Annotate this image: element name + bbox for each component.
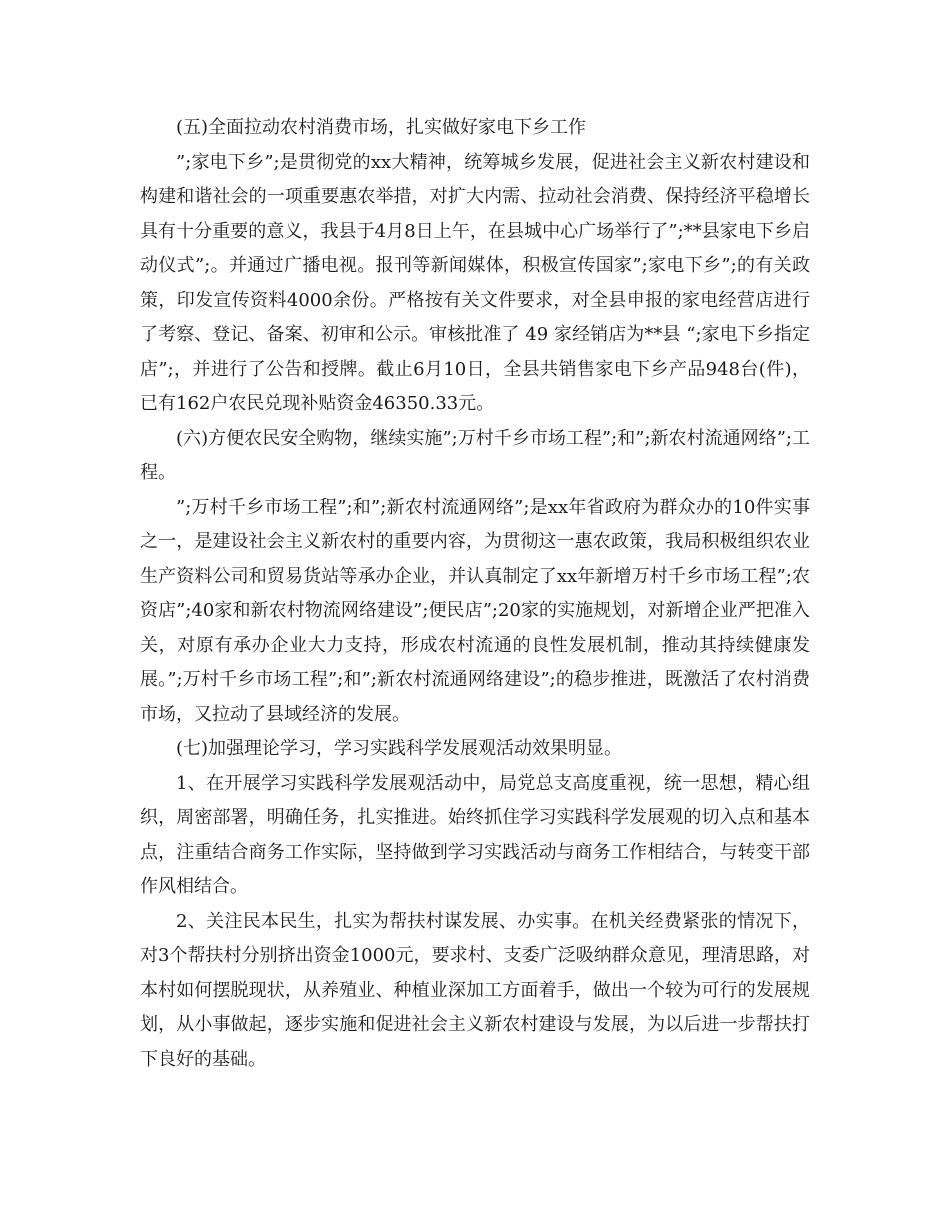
paragraph-market-project: ”;万村千乡市场工程”;和”;新农村流通网络”;是xx年省政府为群众办的10件实事之一，是建设社会主义新农村的重要内容，为贯彻这一惠农政策，我局积极组织农业生产资料公司和贸易货站等承办企业，并认真制定了xx年新增万村千乡市场工程”;农资店”;40家和新农村物流网络建设”;便民店”;20家的实施规划，对新增企业严把准入关，对原有承办企业大力支持，形成农村流通的良性发展机制，推动其持续健康发展。”;万村千乡市场工程”;和”;新农村流通网络建设”;的稳步推进，既激活了农村消费市场，又拉动了县域经济的发展。: [140, 496, 810, 725]
section-heading-5: (五)全面拉动农村消费市场，扎实做好家电下乡工作: [176, 117, 587, 138]
paragraph-appliances-to-countryside: ”;家电下乡”;是贯彻党的xx大精神，统筹城乡发展，促进社会主义新农村建设和构建和谐社会的一项重要惠农举措，对扩大内需、拉动社会消费、保持经济平稳增长具有十分重要的意义，我县于4月8日上午，在县城中心广场举行了”;**县家电下乡启 动仪式”;。并通过广播电视。报刊等新闻媒体，积极宣传国家”;家电下乡”;的有关政策，印发宣传资料4000余份。严格按有关文件要求，对全县申报的家电经营店进行了考察、登记、备案、初审和公示。审核批准了 49 家经销店为**县 “;家电下乡指定店”;，并进行了公告和授牌。截止6月10日，全县共销售家电下乡产品948台(件)，已有162户农民兑现补贴资金46350.33元。: [140, 151, 810, 414]
paragraph-item-1: 1、在开展学习实践科学发展观活动中，局党总支高度重视，统一思想，精心组织，周密部署，明确任务，扎实推进。始终抓住学习实践科学发展观的切入点和基本点，注重结合商务工作实际，坚持做到学习实践活动与商务工作相结合，与转变干部作风相结合。: [140, 772, 810, 897]
paragraph-item-2: 2、关注民本民生，扎实为帮扶村谋发展、办实事。在机关经费紧张的情况下，对3个帮扶村分别挤出资金1000元，要求村、支委广泛吸纳群众意见，理清思路，对本村如何摆脱现状，从养殖业、种植业深加工方面着手，做出一个较为可行的发展规划，从小事做起，逐步实施和促进社会主义新农村建设与发展，为以后进一步帮扶打下良好的基础。: [140, 910, 810, 1070]
section-heading-7: (七)加强理论学习，学习实践科学发展观活动效果明显。: [176, 738, 623, 759]
section-heading-6: (六)方便农民安全购物，继续实施”;万村千乡市场工程”;和”;新农村流通网络”;工程。: [140, 427, 810, 483]
document-body: [140, 111, 810, 1077]
